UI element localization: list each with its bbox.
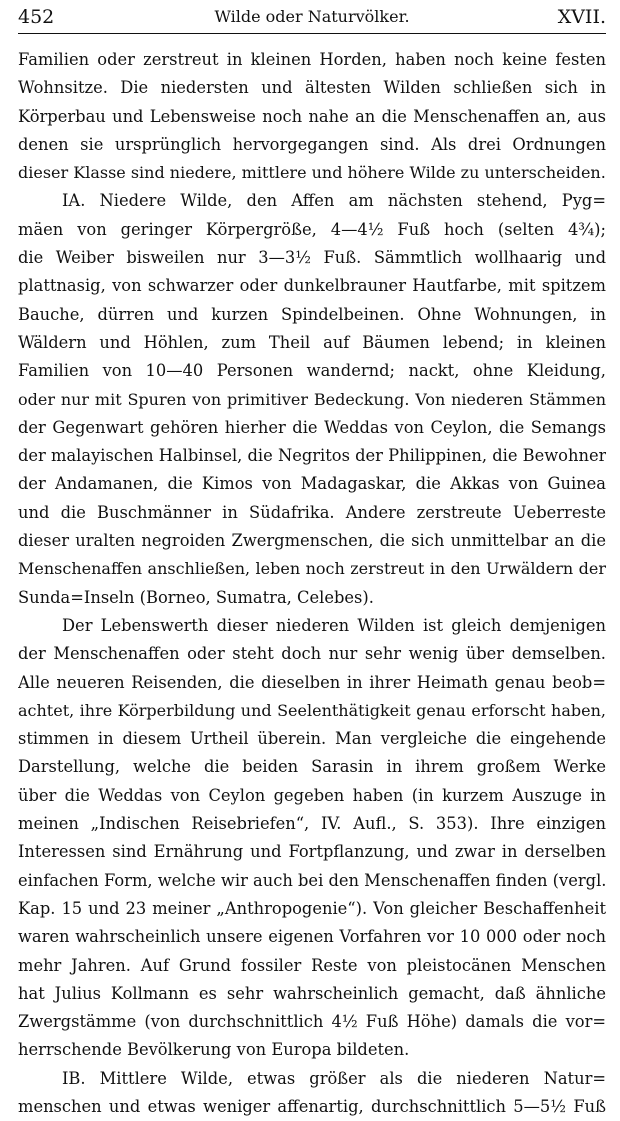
text-line: die Weiber bisweilen nur 3—3½ Fuß. Sämmtlich wollhaarig und: [18, 248, 606, 268]
page-number: 452: [18, 6, 55, 28]
body-text: [18, 46, 606, 1121]
text-line: plattnasig, von schwarzer oder dunkelbrauner Hautfarbe, mit spitzem: [18, 276, 606, 296]
text-line: menschen und etwas weniger affenartig, durchschnittlich 5—5½ Fuß: [18, 1096, 606, 1116]
text-line: der malayischen Halbinsel, die Negritos der Philippinen, die Bewohner: [18, 446, 606, 466]
text-line: Alle neueren Reisenden, die dieselben in ihrer Heimath genau beob=: [18, 672, 606, 692]
text-line: IA. Niedere Wilde, den Affen am nächsten stehend, Pyg=: [62, 191, 606, 211]
text-line: IB. Mittlere Wilde, etwas größer als die niederen Natur=: [62, 1068, 606, 1088]
page-header: [18, 6, 606, 32]
header-rule: [18, 33, 606, 34]
text-line: Interessen sind Ernährung und Fortpflanzung, und zwar in derselben: [18, 842, 606, 862]
text-line: Sunda=Inseln (Borneo, Sumatra, Celebes).: [18, 587, 374, 607]
text-line: Der Lebenswerth dieser niederen Wilden ist gleich demjenigen: [62, 615, 606, 635]
text-line: und die Buschmänner in Südafrika. Andere zerstreute Ueberreste: [18, 502, 606, 522]
text-line: mäen von geringer Körpergröße, 4—4½ Fuß hoch (selten 4¾);: [18, 219, 606, 239]
text-line: Wäldern und Höhlen, zum Theil auf Bäumen lebend; in kleinen: [18, 332, 606, 352]
text-line: Wohnsitze. Die niedersten und ältesten Wilden schließen sich in: [18, 78, 606, 98]
text-line: Bauche, dürren und kurzen Spindelbeinen. Ohne Wohnungen, in: [18, 304, 606, 324]
text-line: hat Julius Kollmann es sehr wahrscheinlich gemacht, daß ähnliche: [18, 983, 606, 1003]
text-line: dieser Klasse sind niedere, mittlere und höhere Wilde zu unterscheiden.: [18, 163, 606, 183]
text-line: Menschenaffen anschließen, leben noch zerstreut in den Urwäldern der: [18, 559, 606, 579]
text-line: der Andamanen, die Kimos von Madagaskar, die Akkas von Guinea: [18, 474, 606, 494]
text-line: oder nur mit Spuren von primitiver Bedeckung. Von niederen Stämmen: [18, 389, 606, 409]
text-line: meinen „Indischen Reisebriefen“, IV. Aufl., S. 353). Ihre einzigen: [18, 814, 606, 834]
text-line: der Gegenwart gehören hierher die Weddas von Ceylon, die Semangs: [18, 417, 606, 437]
text-line: Zwergstämme (von durchschnittlich 4½ Fuß Höhe) damals die vor=: [18, 1012, 606, 1032]
text-line: Familien oder zerstreut in kleinen Horden, haben noch keine festen: [18, 50, 606, 69]
running-title: Wilde oder Naturvölker.: [214, 7, 410, 26]
text-line: der Menschenaffen oder steht doch nur sehr wenig über demselben.: [18, 644, 606, 664]
text-line: stimmen in diesem Urtheil überein. Man vergleiche die eingehende: [18, 729, 606, 749]
text-line: herrschende Bevölkerung von Europa bildeten.: [18, 1040, 410, 1060]
text-line: denen sie ursprünglich hervorgegangen sind. Als drei Ordnungen: [18, 134, 606, 154]
text-line: einfachen Form, welche wir auch bei den Menschenaffen finden (vergl.: [18, 870, 606, 890]
text-line: Darstellung, welche die beiden Sarasin in ihrem großem Werke: [18, 757, 606, 777]
text-line: mehr Jahren. Auf Grund fossiler Reste von pleistocänen Menschen: [18, 955, 606, 975]
text-line: achtet, ihre Körperbildung und Seelenthätigkeit genau erforscht haben,: [18, 700, 606, 720]
text-line: Kap. 15 und 23 meiner „Anthropogenie“). Von gleicher Beschaffenheit: [18, 898, 606, 918]
text-line: dieser uralten negroiden Zwergmenschen, die sich unmittelbar an die: [18, 531, 606, 551]
text-line: über die Weddas von Ceylon gegeben haben (in kurzem Auszuge in: [18, 785, 606, 805]
text-line: Körperbau und Lebensweise noch nahe an die Menschenaffen an, aus: [18, 106, 606, 126]
text-line: waren wahrscheinlich unsere eigenen Vorfahren vor 10 000 oder noch: [18, 927, 606, 947]
chapter-number: XVII.: [557, 6, 606, 28]
text-line: Familien von 10—40 Personen wandernd; nackt, ohne Kleidung,: [18, 361, 606, 381]
